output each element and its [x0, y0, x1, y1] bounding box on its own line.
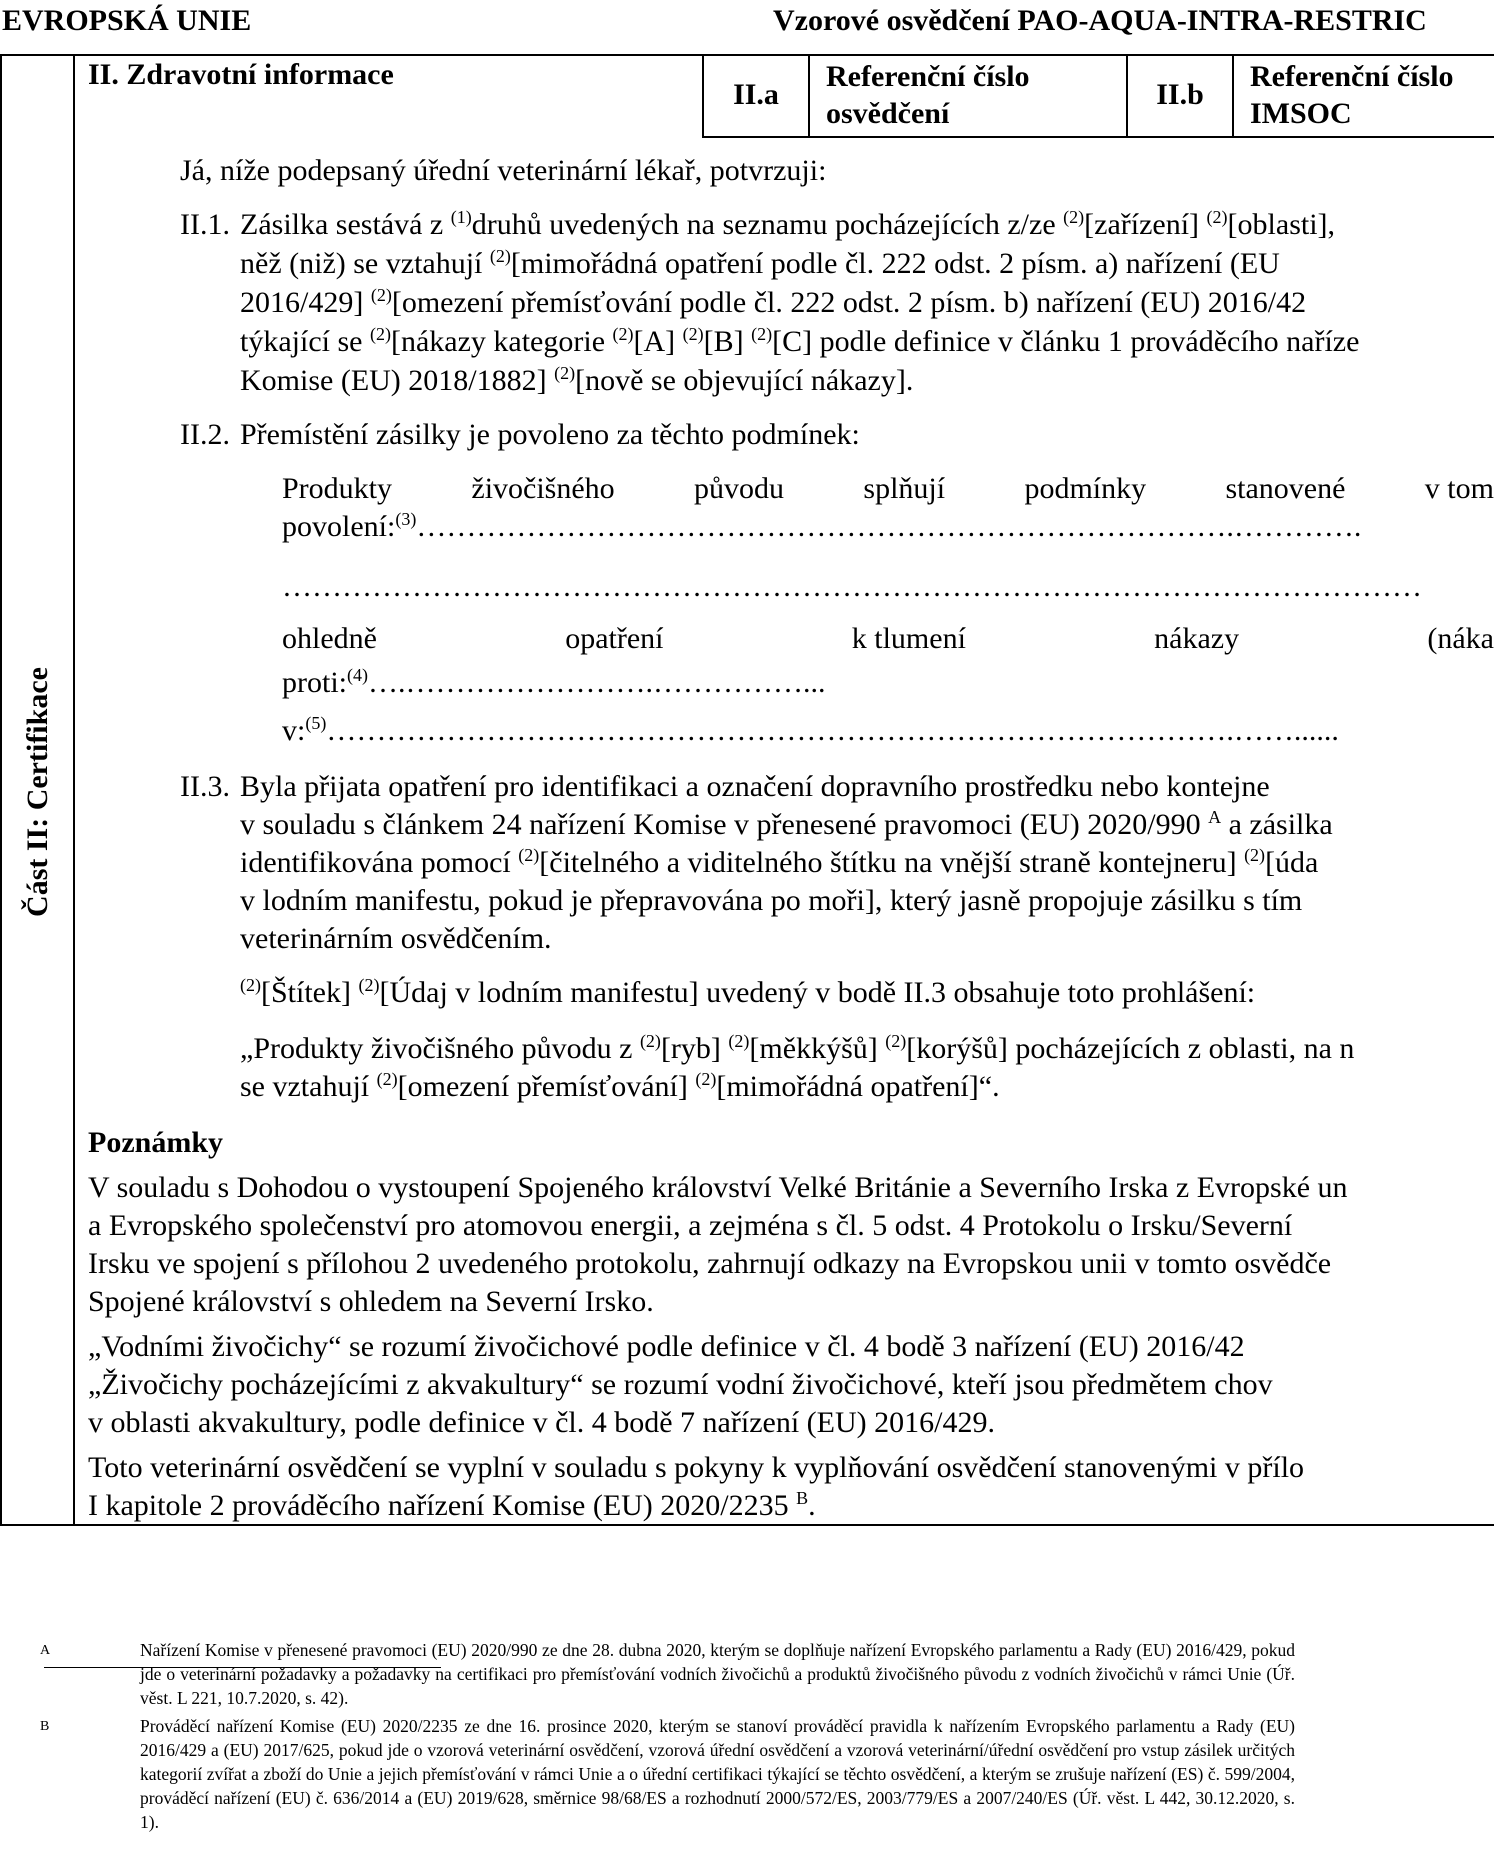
- ii3-line-4: v lodním manifestu, pokud je přepravována po moři], který jasně propojuje zásilku s tím: [240, 884, 1303, 917]
- notes-p3-line-2: I kapitole 2 prováděcího nařízení Komise (EU) 2020/2235 $^B$.: [88, 1488, 816, 1522]
- notes-p1-line-4: Spojené království s ohledem na Severní Irsko.: [88, 1285, 654, 1318]
- notes-p1-line-3: Irsku ve spojení s přílohou 2 uvedeného protokolu, zahrnují odkazy na Evropskou unii v tomto osvědče: [88, 1247, 1332, 1280]
- ref-box-b: [1126, 54, 1494, 138]
- intro-text: Já, níže podepsaný úřední veterinární lékař, potvrzuji:: [180, 154, 827, 187]
- notes-p3-line-1: Toto veterinární osvědčení se vyplní v souladu s pokyny k vyplňování osvědčení stanovenými v přílo: [88, 1451, 1305, 1484]
- ref-b-code: II.b: [1156, 78, 1204, 111]
- notes-p2-line-2: „Živočichy pocházejícími z akvakultury“ se rozumí vodní živočichové, kteří jsou předmětem chov: [88, 1368, 1273, 1401]
- ii3-line-8: se vztahují $^{(2)}$[omezení přemísťování] $^{(2)}$[mimořádná opatření]“.: [240, 1069, 1000, 1103]
- ii2-line-4: ohledně opatření k tlumení nákazy (náka: [282, 622, 1494, 655]
- footnote-a: Nařízení Komise v přenesené pravomoci (EU) 2020/990 ze dne 28. dubna 2020, kterým se doplňuje nařízení Evropského parlamentu a Rady (EU) 2016/429, pokud jde o veterinární požadavky a požadavky na certifikaci pro přemísťování vodních živočichů a produktů živočišného původu z vodních živočichů v rámci Unie (Úř. věst. L 221, 10.7.2020, s. 42).: [140, 1640, 1295, 1708]
- footnote-b: Prováděcí nařízení Komise (EU) 2020/2235 ze dne 16. prosince 2020, kterým se stanoví prováděcí pravidla k nařízením Evropského parlamentu a Rady (EU) 2016/429 a (EU) 2017/625, pokud jde o vzorová veterinární osvědčení, vzorová úřední osvědčení a vzorová veterinární/úřední osvědčení pro vstup zásilek určitých kategorií zvířat a zboží do Unie a jejich přemísťování v rámci Unie a o úřední certifikaci týkající se těchto osvědčení, a kterým se zrušuje nařízení (ES) č. 599/2004, prováděcí nařízení (EU) č. 636/2014 a (EU) 2019/628, směrnice 98/68/ES a rozhodnutí 2000/572/ES, 2003/779/ES a 2007/240/ES (Úř. věst. L 442, 30.12.2020, s. 1).: [140, 1716, 1295, 1832]
- ii2-line-2: povolení:$^{(3)}$……………………………………………………………………….………….: [282, 509, 1362, 543]
- ii2-line-1: Produkty živočišného původu splňují podmínky stanovené v tom: [282, 472, 1494, 505]
- ii1-line-4: týkající se $^{(2)}$[nákazy kategorie $^{(2)}$[A] $^{(2)}$[B] $^{(2)}$[C] podle definice v článku 1 prováděcího naříze: [240, 324, 1360, 358]
- notes-title: Poznámky: [88, 1126, 223, 1159]
- ii2-title: Přemístění zásilky je povoleno za těchto podmínek:: [240, 418, 860, 451]
- ii1-line-1: Zásilka sestává z $^{(1)}$druhů uvedených na seznamu pocházejících z/ze $^{(2)}$[zařízení] $^{(2)}$[oblasti],: [240, 207, 1336, 241]
- ii1-line-2: něž (niž) se vztahují $^{(2)}$[mimořádná opatření podle čl. 222 odst. 2 písm. a) nařízení (EU: [240, 246, 1280, 280]
- ref-a-code: II.a: [733, 78, 779, 111]
- ref-box-a: [702, 54, 1126, 138]
- ii2-line-6: v:$^{(5)}$……………………………………………………………………………….……......: [282, 713, 1339, 747]
- header-right: Vzorové osvědčení PAO-AQUA-INTRA-RESTRIC: [773, 4, 1427, 37]
- ref-b-separator: [1232, 54, 1234, 136]
- ref-a-label: Referenční číslo osvědčení: [826, 60, 1030, 130]
- ii3-line-3: identifikována pomocí $^{(2)}$[čitelného a viditelného štítku na vnější straně kontejneru] $^{(2)}$[úda: [240, 845, 1319, 879]
- ii3-line-7: „Produkty živočišného původu z $^{(2)}$[ryb] $^{(2)}$[měkkýšů] $^{(2)}$[korýšů] pocházejících z oblasti, na n: [240, 1031, 1355, 1065]
- ii1-line-3: 2016/429] $^{(2)}$[omezení přemísťování podle čl. 222 odst. 2 písm. b) nařízení (EU) 2016/42: [240, 285, 1307, 319]
- ii2-line-5: proti:$^{(4)}$….…………………….……………...: [282, 665, 826, 699]
- ii3-line-6: $^{(2)}$[Štítek] $^{(2)}$[Údaj v lodním manifestu] uvedený v bodě II.3 obsahuje toto prohlášení:: [240, 975, 1256, 1009]
- ii3-line-2: v souladu s článkem 24 nařízení Komise v přenesené pravomoci (EU) 2020/990 $^A$ a zásilka: [240, 807, 1333, 841]
- header-left: EVROPSKÁ UNIE: [2, 4, 252, 37]
- side-label: Část II: Certifikace: [21, 667, 54, 917]
- ii3-line-5: veterinárním osvědčením.: [240, 922, 552, 955]
- notes-p2-line-1: „Vodními živočichy“ se rozumí živočichové podle definice v čl. 4 bodě 3 nařízení (EU) 2016/42: [88, 1330, 1245, 1363]
- ref-b-label: Referenční číslo IMSOC: [1250, 60, 1454, 130]
- ii3-line-1: Byla přijata opatření pro identifikaci a označení dopravního prostředku nebo kontejne: [240, 770, 1270, 803]
- notes-p1-line-2: a Evropského společenství pro atomovou energii, a zejména s čl. 5 odst. 4 Protokolu o Irsku/Severní: [88, 1209, 1293, 1242]
- side-divider: [73, 54, 75, 1526]
- footnote-mark-b: B: [40, 1719, 50, 1734]
- ii1-line-5: Komise (EU) 2018/1882] $^{(2)}$[nově se objevující nákazy].: [240, 363, 914, 397]
- ii2-number: II.2.: [180, 418, 230, 451]
- notes-p1-line-1: V souladu s Dohodou o vystoupení Spojeného království Velké Británie a Severního Irska z Evropské un: [88, 1171, 1348, 1204]
- ii1-number: II.1.: [180, 208, 230, 241]
- section-title: II. Zdravotní informace: [88, 58, 394, 91]
- notes-p2-line-3: v oblasti akvakultury, podle definice v čl. 4 bodě 7 nařízení (EU) 2016/429.: [88, 1406, 995, 1439]
- footnote-mark-a: A: [40, 1643, 51, 1658]
- ii3-number: II.3.: [180, 770, 230, 803]
- ii2-line-3: ……………………………………………………………………………………………………: [282, 570, 1422, 603]
- ref-a-separator: [808, 54, 810, 136]
